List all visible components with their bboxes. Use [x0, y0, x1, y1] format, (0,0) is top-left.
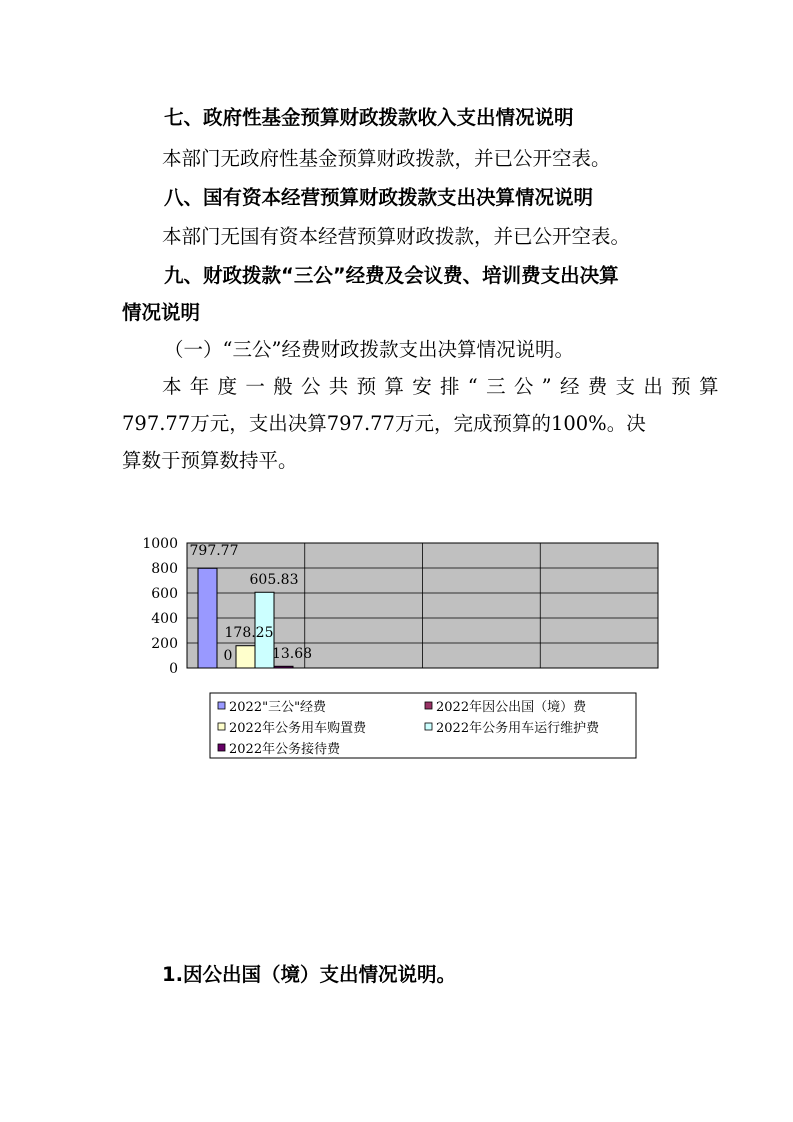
item-heading-1: 1.因公出国（境）支出情况说明。 — [162, 963, 456, 986]
y-tick-label: 800 — [151, 561, 178, 577]
subsection-heading-1: （一）“三公”经费财政拨款支出决算情况说明。 — [164, 338, 574, 361]
chart-bar — [198, 568, 217, 668]
paragraph-9-line2: 797.77万元，支出决算797.77万元，完成预算的100%。决 — [122, 412, 646, 435]
data-label: 605.83 — [249, 572, 299, 588]
section-heading-8: 八、国有资本经营预算财政拨款支出决算情况说明 — [164, 186, 594, 209]
paragraph-9-line1: 本年度一般公共预算安排“三公”经费支出预算 — [162, 375, 727, 398]
y-tick-label: 1000 — [142, 536, 178, 552]
legend-label: 2022年公务接待费 — [229, 742, 341, 757]
legend-swatch — [425, 723, 432, 730]
legend-label: 2022年公务用车购置费 — [229, 721, 367, 736]
section-heading-9-line2: 情况说明 — [122, 301, 201, 324]
legend-swatch — [425, 702, 432, 709]
data-label: 13.68 — [271, 646, 313, 662]
legend-swatch — [218, 723, 225, 730]
y-tick-label: 200 — [151, 636, 178, 652]
y-tick-label: 600 — [151, 586, 178, 602]
y-tick-label: 0 — [169, 661, 178, 677]
data-label: 178.25 — [224, 625, 274, 641]
legend-swatch — [218, 702, 225, 709]
legend-label: 2022年公务用车运行维护费 — [436, 721, 600, 736]
y-tick-label: 400 — [151, 611, 178, 627]
chart-bar — [236, 646, 255, 668]
data-label: 797.77 — [189, 543, 239, 559]
legend-label: 2022"三公"经费 — [229, 700, 327, 715]
section-heading-9-line1: 九、财政拨款“三公”经费及会议费、培训费支出决算 — [164, 264, 619, 287]
paragraph-8: 本部门无国有资本经营预算财政拨款，并已公开空表。 — [162, 225, 631, 248]
legend-label: 2022年因公出国（境）费 — [436, 700, 587, 715]
paragraph-7: 本部门无政府性基金预算财政拨款，并已公开空表。 — [162, 147, 611, 170]
chart-bar — [274, 666, 293, 668]
legend-swatch — [218, 744, 225, 751]
data-label: 0 — [223, 648, 233, 664]
section-heading-7: 七、政府性基金预算财政拨款收入支出情况说明 — [164, 106, 574, 129]
paragraph-9-line3: 算数于预算数持平。 — [122, 449, 298, 472]
